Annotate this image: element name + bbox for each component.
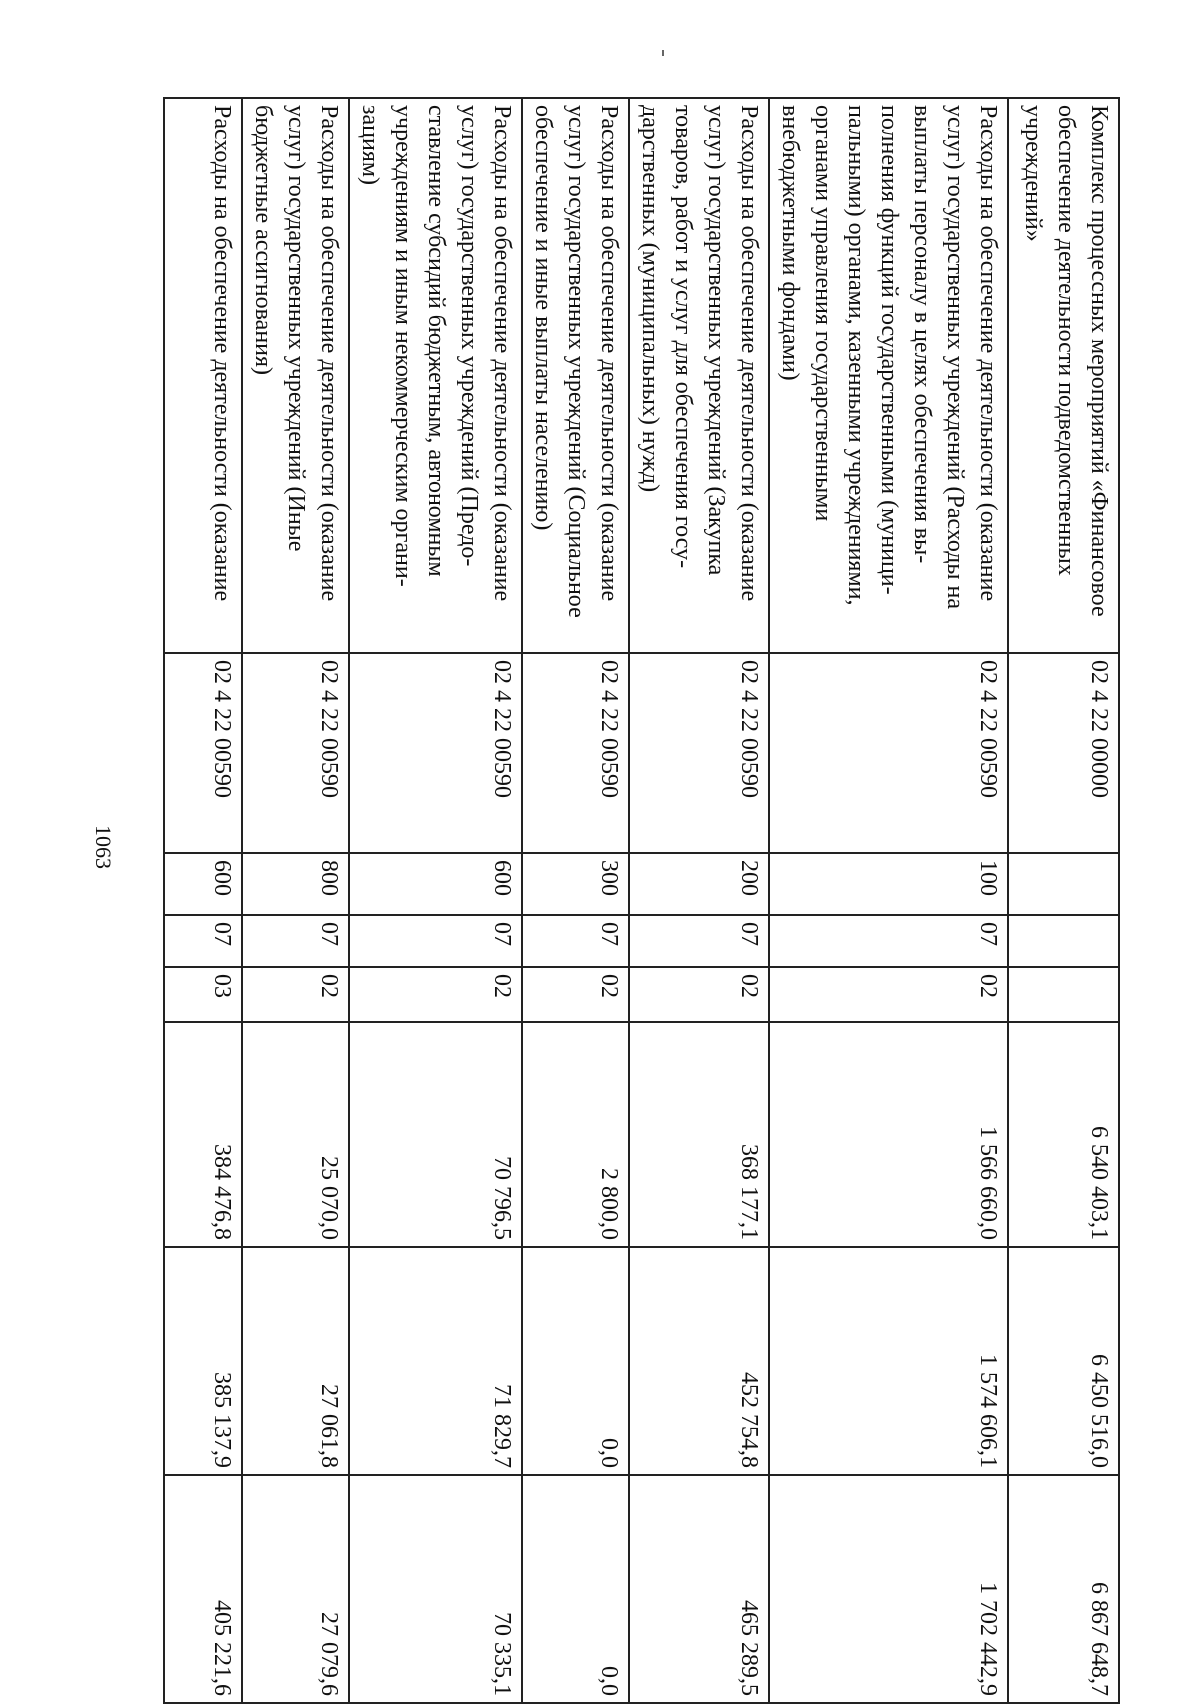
- scan-artifact-mark: [662, 50, 664, 56]
- amount-year-2: 452 754,8: [629, 1247, 769, 1475]
- amount-year-1: 6 540 403,1: [1008, 1022, 1119, 1247]
- section-code: 07: [242, 915, 349, 967]
- target-article-code: 02 4 22 00000: [1008, 653, 1119, 853]
- amount-year-2: 71 829,7: [349, 1247, 522, 1475]
- target-article-code: 02 4 22 00590: [629, 653, 769, 853]
- amount-year-1: 2 800,0: [522, 1022, 629, 1247]
- section-code: 07: [522, 915, 629, 967]
- amount-year-1: 70 796,5: [349, 1022, 522, 1247]
- table-row: [629, 98, 769, 1703]
- amount-year-3: 1 702 442,9: [769, 1475, 1008, 1703]
- table-row: [522, 98, 629, 1703]
- table-row: [349, 98, 522, 1703]
- amount-year-3: 0,0: [522, 1475, 629, 1703]
- amount-year-1: 384 476,8: [164, 1022, 242, 1247]
- page-number: 1063: [91, 825, 116, 869]
- row-description: Расходы на обеспечение деятельности (оказание услуг) государственных учреждений (Предоставление субсидий бюджетным, автономным учреждениям и иным некоммерческим организациям): [349, 98, 522, 653]
- target-article-code: 02 4 22 00590: [769, 653, 1008, 853]
- expense-type-code: 600: [349, 853, 522, 915]
- amount-year-3: 405 221,6: [164, 1475, 242, 1703]
- section-code: 07: [629, 915, 769, 967]
- section-code: [1008, 915, 1119, 967]
- subsection-code: 02: [349, 967, 522, 1022]
- target-article-code: 02 4 22 00590: [522, 653, 629, 853]
- row-description: Расходы на обеспечение деятельности (оказание услуг) государственных учреждений (Социальное обеспечение и иные выплаты населению): [522, 98, 629, 653]
- subsection-code: [1008, 967, 1119, 1022]
- expense-type-code: 600: [164, 853, 242, 915]
- subsection-code: 02: [769, 967, 1008, 1022]
- expense-type-code: 100: [769, 853, 1008, 915]
- amount-year-2: 1 574 606,1: [769, 1247, 1008, 1475]
- table-row: [1008, 98, 1119, 1703]
- subsection-code: 02: [629, 967, 769, 1022]
- row-description: Комплекс процессных мероприятий «Финансовое обеспечение деятельности подведомственных учреждений»: [1008, 98, 1119, 653]
- expense-type-code: 200: [629, 853, 769, 915]
- section-code: 07: [769, 915, 1008, 967]
- amount-year-2: 0,0: [522, 1247, 629, 1475]
- subsection-code: 02: [522, 967, 629, 1022]
- amount-year-3: 465 289,5: [629, 1475, 769, 1703]
- budget-table-rotated: [202, 97, 1120, 1702]
- row-description: Расходы на обеспечение деятельности (оказание услуг) государственных учреждений (Закупка товаров, работ и услуг для обеспечения государственных (муниципальных) нужд): [629, 98, 769, 653]
- table-row: [769, 98, 1008, 1703]
- target-article-code: 02 4 22 00590: [349, 653, 522, 853]
- amount-year-1: 25 070,0: [242, 1022, 349, 1247]
- row-description: Расходы на обеспечение деятельности (оказание услуг) государственных учреждений (Иные бюджетные ассигнования): [242, 98, 349, 653]
- budget-table: [163, 97, 1120, 1704]
- row-description: Расходы на обеспечение деятельности (оказание: [164, 98, 242, 653]
- row-description: Расходы на обеспечение деятельности (оказание услуг) государственных учреждений (Расходы на выплаты персоналу в целях обеспечения выполнения функций государственными (муниципальными) органами, казенными учреждениями, органами управления государственными внебюджетными фондами): [769, 98, 1008, 653]
- expense-type-code: [1008, 853, 1119, 915]
- table-row: [164, 98, 242, 1703]
- amount-year-2: 27 061,8: [242, 1247, 349, 1475]
- target-article-code: 02 4 22 00590: [164, 653, 242, 853]
- target-article-code: 02 4 22 00590: [242, 653, 349, 853]
- amount-year-2: 6 450 516,0: [1008, 1247, 1119, 1475]
- amount-year-3: 70 335,1: [349, 1475, 522, 1703]
- expense-type-code: 300: [522, 853, 629, 915]
- section-code: 07: [164, 915, 242, 967]
- table-row: [242, 98, 349, 1703]
- expense-type-code: 800: [242, 853, 349, 915]
- subsection-code: 03: [164, 967, 242, 1022]
- section-code: 07: [349, 915, 522, 967]
- subsection-code: 02: [242, 967, 349, 1022]
- amount-year-1: 1 566 660,0: [769, 1022, 1008, 1247]
- amount-year-3: 27 079,6: [242, 1475, 349, 1703]
- amount-year-3: 6 867 648,7: [1008, 1475, 1119, 1703]
- amount-year-2: 385 137,9: [164, 1247, 242, 1475]
- amount-year-1: 368 177,1: [629, 1022, 769, 1247]
